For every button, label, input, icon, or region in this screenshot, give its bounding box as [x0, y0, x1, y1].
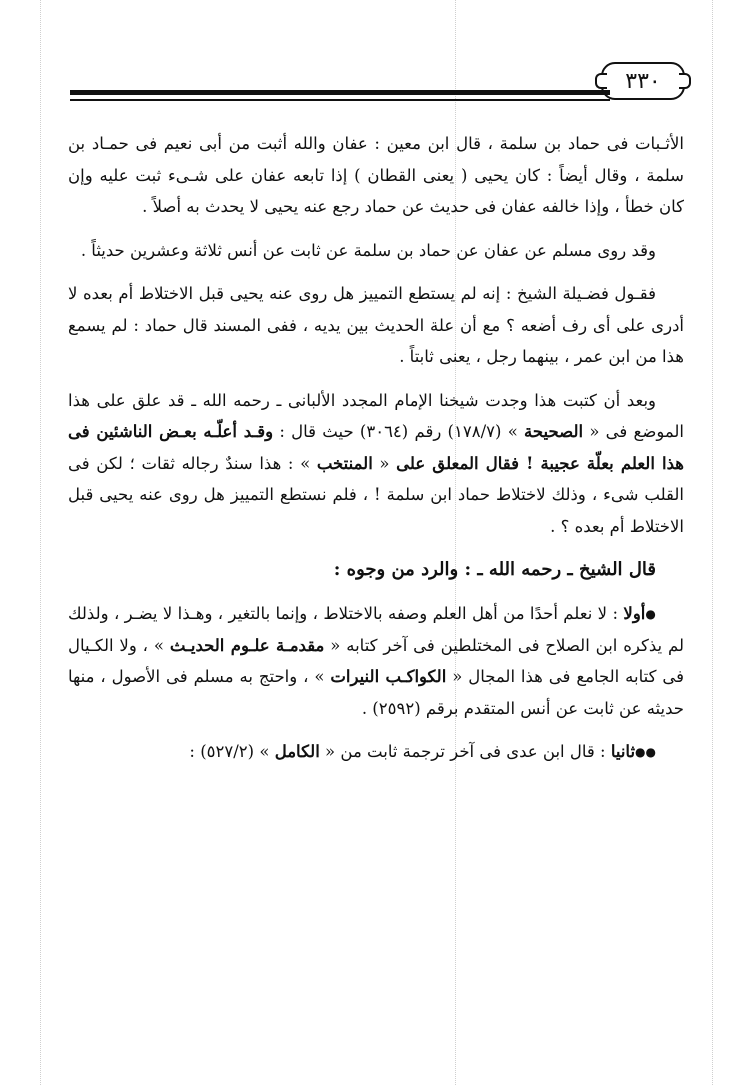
page-body: [68, 128, 684, 781]
paragraph: [68, 385, 684, 543]
bullet-icon: ●●: [635, 745, 656, 759]
book-title-kawakib: الكواكـب النيرات: [330, 667, 447, 687]
book-title-sahiha: الصحيحة: [524, 422, 584, 441]
text-span: » ، واحتج به مسلم فى الأصول ، منها حديثه عن ثابت عن أنس المتقدم برقم (٢٥٩٢) .: [68, 667, 684, 718]
page-number: ٣٣٠: [601, 62, 685, 100]
text-span: » (٥٢٧/٢) :: [189, 742, 275, 762]
page-header: [70, 62, 685, 102]
section-heading: قال الشيخ ـ رحمه الله ـ : والرد من وجوه :: [333, 559, 656, 580]
text-span: : قال ابن عدى فى آخر ترجمة ثابت من «: [319, 742, 611, 762]
point-label: أولا: [623, 603, 646, 623]
paragraph: فقـول فضـيلة الشيخ : إنه لم يستطع التمييز هل روى عنه يحيى قبل الاختلاط أم بعده لا أدرى على أى رف أضعه ؟ مع أن علة الحديث بين يديه ، ففى المسند قال حماد : لم يسمع هذا من ابن عمر ، بينهما رجل ، يعنى ثابتاً .: [68, 284, 684, 366]
book-title-muqaddima: مقدمـة علـوم الحديـث: [169, 635, 325, 655]
bullet-icon: ●: [645, 606, 656, 621]
text-span: «: [372, 453, 397, 473]
header-rule-thick: [70, 90, 610, 95]
margin-guide-left: [40, 0, 42, 1085]
book-title-kamil: الكامل: [274, 742, 320, 762]
paragraph: [68, 598, 684, 725]
book-title-muntakhab: المنتخب: [316, 453, 373, 473]
text-span: » (١٧٨/٧) رقم (٣٠٦٤) حيث قال :: [273, 422, 525, 441]
margin-guide-right: [712, 0, 714, 1085]
quoted-bold-text: وقـد أعلّـه بعـض الناشئين فى هذا العلم بعلّة عجيبة ! فقال المعلق على: [68, 422, 684, 473]
paragraph: وقد روى مسلم عن عفان عن حماد بن سلمة عن ثابت عن أنس ثلاثة وعشرين حديثاً .: [80, 240, 656, 260]
text-span: وبعد أن كتبت هذا وجدت شيخنا الإمام المجدد الألبانى ـ رحمه الله ـ قد علق على هذا الموضع فى «: [68, 390, 685, 441]
paragraph: [68, 736, 684, 768]
text-span: » : هذا سندٌ رجاله ثقات ؛ لكن فى القلب شىء ، وذلك لاختلاط حماد ابن سلمة ! ، فلم نستطع التمييز هل روى عنه يحيى قبل الاختلاط أم بعده ؟ .: [68, 453, 684, 536]
text-span: » ، ولا الكـيال فى كتابه الجامع فى هذا المجال «: [68, 635, 685, 687]
paragraph: الأثـبات فى حماد بن سلمة ، قال ابن معين : عفان والله أثبت من أبى نعيم فى حمـاد بن سلمة ، وقال أيضاً : كان يحيى ( يعنى القطان ) إذا تابعه عفان على شـىء ثبت عليه وإن كان خطأ ، وإذا خالفه عفان فى حديث عن حماد رجع عنه يحيى لا يحدث به أصلاً .: [68, 134, 684, 216]
header-rule-thin: [70, 99, 610, 101]
point-label: ثانيا: [610, 742, 636, 762]
text-span: : لا نعلم أحدًا من أهل العلم وصفه بالاختلاط ، وإنما بالتغير ، وهـذا لا يضـر ، ولذلك لم يذكره ابن الصلاح فى المختلطين فى آخر كتابه «: [68, 603, 684, 655]
